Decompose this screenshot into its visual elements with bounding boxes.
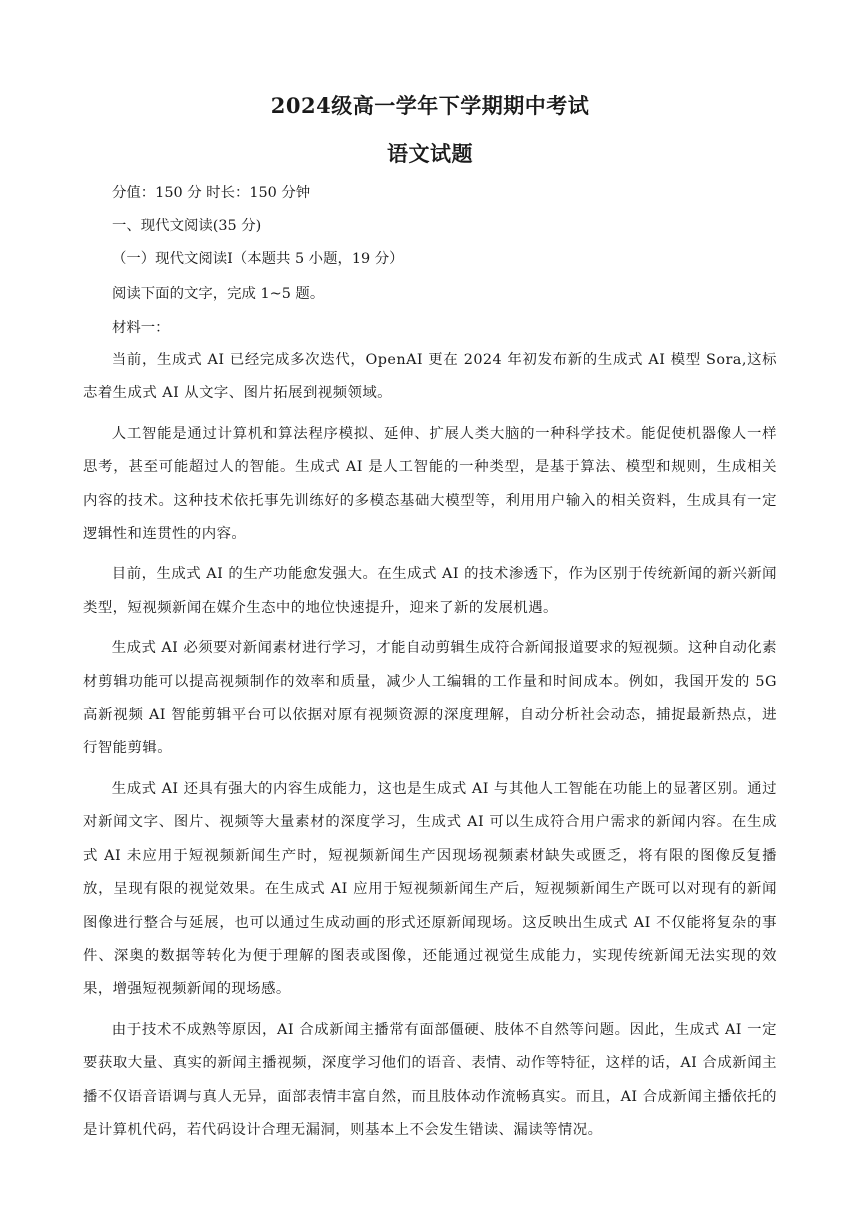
paragraph: 目前，生成式 AI 的生产功能愈发强大。在生成式 AI 的技术渗透下，作为区别于传统新闻的新兴新闻类型，短视频新闻在媒介生态中的地位快速提升，迎来了新的发展机遇。 bbox=[83, 566, 777, 616]
material-label: 材料一： bbox=[112, 320, 170, 336]
reading-instruction: 阅读下面的文字，完成 1~5 题。 bbox=[112, 286, 325, 302]
paragraph: 人工智能是通过计算机和算法程序模拟、延伸、扩展人类大脑的一种科学技术。能促使机器像人一样思考，甚至可能超过人的智能。生成式 AI 是人工智能的一种类型，是基于算法、模型和规则，生成相关内容的技术。这种技术依托事先训练好的多模态基础大模型等，利用用户输入的相关资料，生成具有一定逻辑性和连贯性的内容。 bbox=[83, 425, 777, 543]
paragraph: 当前，生成式 AI 已经完成多次迭代，OpenAI 更在 2024 年初发布新的生成式 AI 模型 Sora,这标志着生成式 AI 从文字、图片拓展到视频领域。 bbox=[83, 352, 777, 402]
exam-subtitle: 语文试题 bbox=[387, 141, 473, 166]
section-heading: 一、现代文阅读(35 分) bbox=[112, 218, 262, 234]
material-body bbox=[83, 344, 777, 1154]
exam-title: 2024级高一学年下学期期中考试 bbox=[270, 93, 590, 118]
paragraph: 由于技术不成熟等原因，AI 合成新闻主播常有面部僵硬、肢体不自然等问题。因此，生成式 AI 一定要获取大量、真实的新闻主播视频，深度学习他们的语音、表情、动作等特征，这样的话，AI 合成新闻主播不仅语音语调与真人无异，面部表情丰富自然，而且肢体动作流畅真实。而且，AI 合成新闻主播依托的是计算机代码，若代码设计合理无漏洞，则基本上不会发生错读、漏读等情况。 bbox=[83, 1021, 777, 1138]
section-subheading: （一）现代文阅读Ⅰ（本题共 5 小题，19 分） bbox=[112, 251, 404, 267]
paragraph: 生成式 AI 还具有强大的内容生成能力，这也是生成式 AI 与其他人工智能在功能上的显著区别。通过对新闻文字、图片、视频等大量素材的深度学习，生成式 AI 可以生成符合用户需求的新闻内容。在生成式 AI 未应用于短视频新闻生产时，短视频新闻生产因现场视频素材缺失或匮乏，将有限的图像反复播放，呈现有限的视觉效果。在生成式 AI 应用于短视频新闻生产后，短视频新闻生产既可以对现有的新闻图像进行整合与延展，也可以通过生成动画的形式还原新闻现场。这反映出生成式 AI 不仅能将复杂的事件、深奥的数据等转化为便于理解的图表或图像，还能通过视觉生成能力，实现传统新闻无法实现的效果，增强短视频新闻的现场感。 bbox=[83, 780, 777, 998]
paragraph: 生成式 AI 必须要对新闻素材进行学习，才能自动剪辑生成符合新闻报道要求的短视频。这种自动化素材剪辑功能可以提高视频制作的效率和质量，减少人工编辑的工作量和时间成本。例如，我国开发的 5G 高新视频 AI 智能剪辑平台可以依据对原有视频资源的深度理解，自动分析社会动态，捕捉最新热点，进行智能剪辑。 bbox=[83, 640, 777, 757]
score-time-line: 分值：150 分 时长：150 分钟 bbox=[112, 185, 311, 201]
